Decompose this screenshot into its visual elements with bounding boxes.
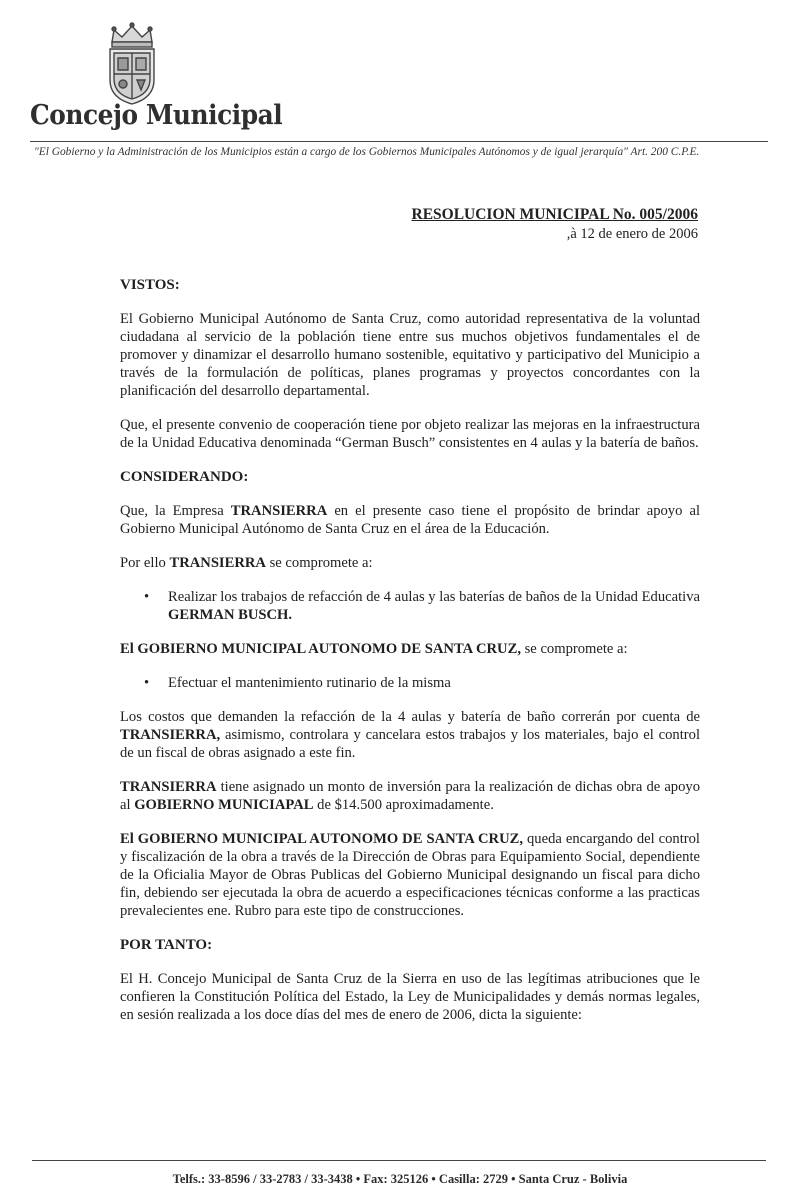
footer-contact: Telfs.: 33-8596 / 33-2783 / 33-3438 • Fax: 325126 • Casilla: 2729 • Santa Cruz - Bolivia	[172, 1172, 628, 1186]
header-motto: "El Gobierno y la Administración de los Municipios están a cargo de los Gobiernos Municipales Autónomos y de igual jerarquía" Art. 200 C.P.E.	[34, 146, 700, 158]
paragraph: El Gobierno Municipal Autónomo de Santa Cruz, como autoridad representativa de la voluntad ciudadana al servicio de la población tiene entre sus muchos objetivos fundamentales el de promover y dinamizar el desarrollo humano sostenible, equitativo y participativo del Municipio a través de la formulación de políticas, planes programas y proyectos concordantes con la planificación del desarrollo departamental.	[120, 311, 700, 399]
paragraph: Los costos que demanden la refacción de la 4 aulas y batería de baño correrán por cuenta de TRANSIERRA, asimismo, controlara y cancelara estos trabajos y los materiales, bajo el control de un fiscal de obras asignado a este fin.	[120, 709, 700, 761]
paragraph: El GOBIERNO MUNICIPAL AUTONOMO DE SANTA CRUZ, queda encargando del control y fiscalización de la obra a través de la Dirección de Obras para Equipamiento Social, dependiente de la Oficialia Mayor de Obras Publicas del Gobierno Municipal designando un fiscal para dicho fin, debiendo ser ejecutada la obra de acuerdo a especificaciones técnicas conforme a las practicas prevalecientes ene. Rubro para este tipo de construcciones.	[120, 831, 700, 919]
section-heading-por-tanto: POR TANTO:	[120, 937, 213, 953]
list-item: • Efectuar el mantenimiento rutinario de la misma	[120, 674, 700, 692]
paragraph: Por ello TRANSIERRA se compromete a:	[120, 555, 373, 571]
paragraph: El GOBIERNO MUNICIPAL AUTONOMO DE SANTA CRUZ, se compromete a:	[120, 641, 628, 657]
header-divider	[30, 141, 768, 142]
paragraph: Que, el presente convenio de cooperación tiene por objeto realizar las mejoras en la infraestructura de la Unidad Educativa denominada “German Busch” consistentes en 4 aulas y la batería de baños.	[120, 417, 700, 451]
paragraph: El H. Concejo Municipal de Santa Cruz de la Sierra en uso de las legítimas atribuciones que le confieren la Constitución Política del Estado, la Ley de Municipalidades y demás normas legales, en sesión realizada a los doce días del mes de enero de 2006, dicta la siguiente:	[120, 971, 700, 1023]
document-body	[120, 276, 700, 1040]
section-heading-considerando: CONSIDERANDO:	[120, 469, 249, 485]
paragraph: Que, la Empresa TRANSIERRA en el presente caso tiene el propósito de brindar apoyo al Gobierno Municipal Autónomo de Santa Cruz en el área de la Educación.	[120, 503, 700, 537]
bullet-icon: •	[144, 589, 150, 605]
section-heading-vistos: VISTOS:	[120, 277, 180, 293]
footer-divider	[32, 1160, 766, 1161]
brand-title: Concejo Municipal	[30, 100, 283, 131]
coat-of-arms-icon	[104, 22, 160, 106]
bullet-icon: •	[144, 675, 150, 691]
list-item: • Realizar los trabajos de refacción de 4 aulas y las baterías de baños de la Unidad Educativa GERMAN BUSCH.	[120, 588, 700, 624]
paragraph: TRANSIERRA tiene asignado un monto de inversión para la realización de dichas obra de apoyo al GOBIERNO MUNICIAPAL de $14.500 aproximadamente.	[120, 779, 700, 813]
resolution-date: ,à 12 de enero de 2006	[566, 226, 698, 242]
resolution-title: RESOLUCION MUNICIPAL No. 005/2006	[411, 206, 698, 223]
